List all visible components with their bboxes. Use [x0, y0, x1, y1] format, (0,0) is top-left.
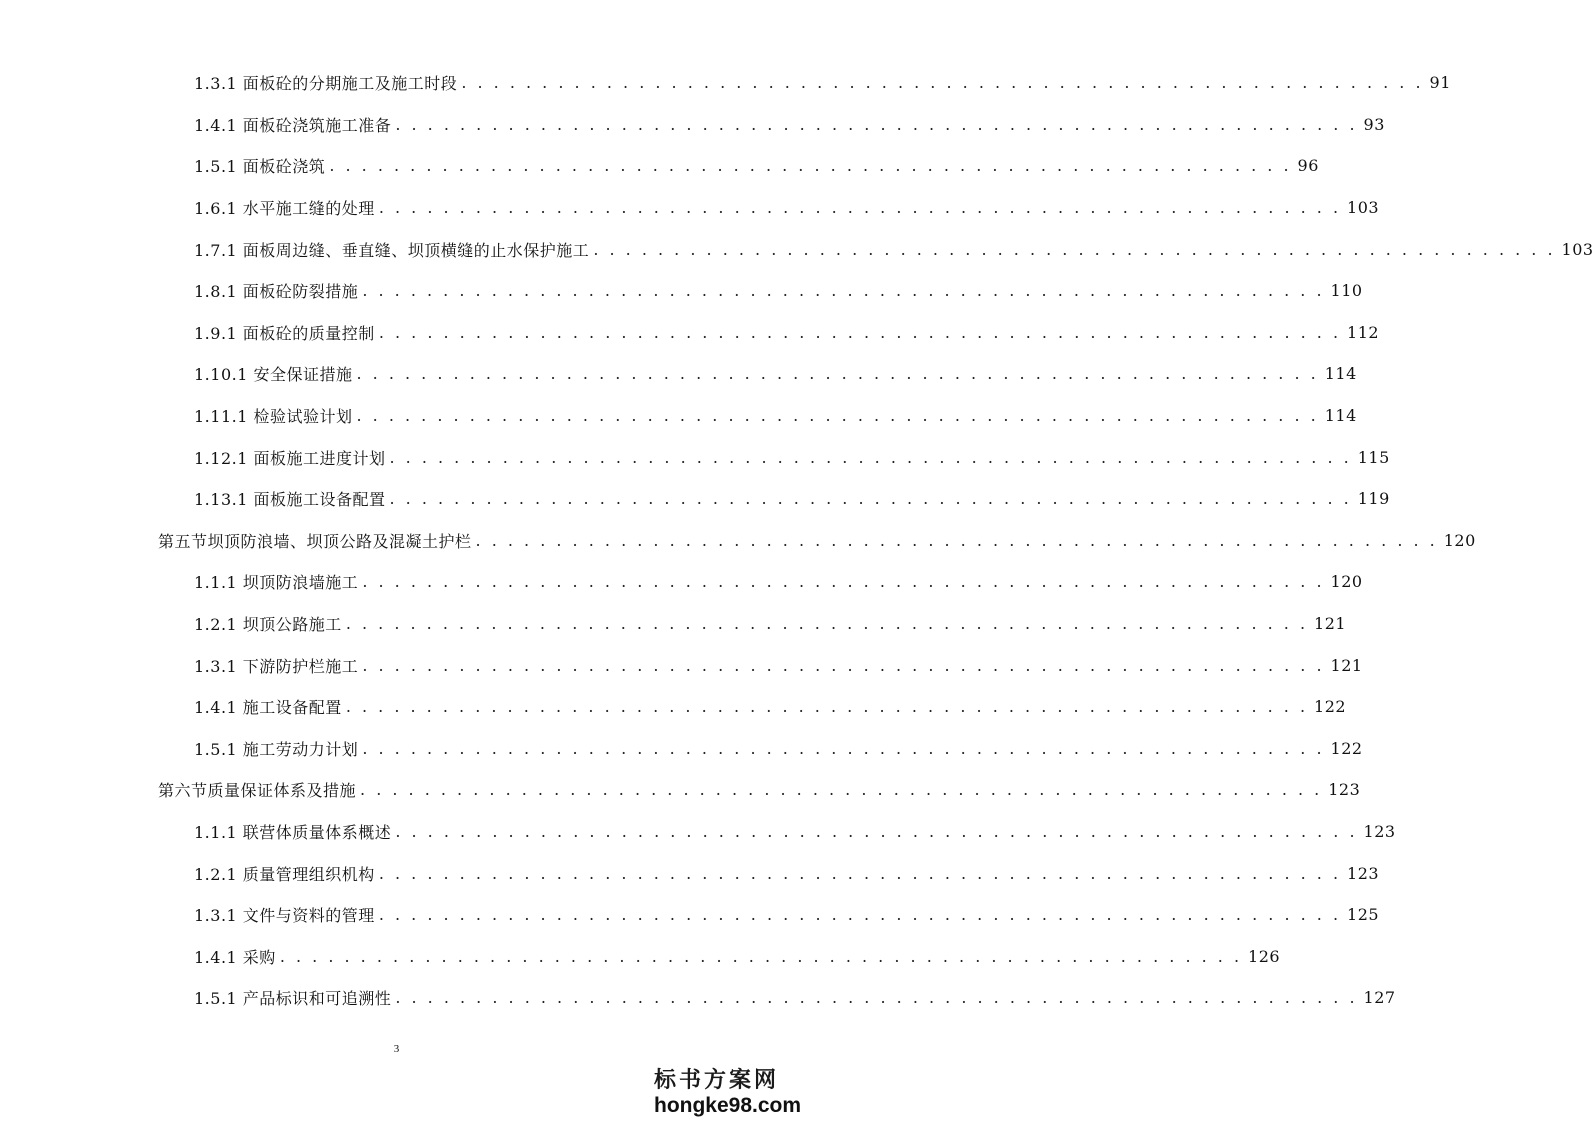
toc-entry-page: 110: [1330, 281, 1363, 301]
toc-leader-dots: . . . . . . . . . . . . . . . . . . . . . . . . . . . . . . . . . . . . . . . . . . . . . . . . . . . . . . . . . . . .: [378, 905, 1342, 925]
toc-leader-dots: . . . . . . . . . . . . . . . . . . . . . . . . . . . . . . . . . . . . . . . . . . . . . . . . . . . . . . . . . . . .: [461, 73, 1424, 93]
toc-entry[interactable]: [0, 187, 1380, 229]
toc-leader-dots: . . . . . . . . . . . . . . . . . . . . . . . . . . . . . . . . . . . . . . . . . . . . . . . . . . . . . . . . . . . .: [329, 156, 1292, 176]
toc-entry-page: 103: [1561, 239, 1594, 259]
toc-leader-dots: . . . . . . . . . . . . . . . . . . . . . . . . . . . . . . . . . . . . . . . . . . . . . . . . . . . . . . . . . . . .: [356, 406, 1319, 426]
watermark: [654, 1068, 802, 1117]
toc-leader-dots: . . . . . . . . . . . . . . . . . . . . . . . . . . . . . . . . . . . . . . . . . . . . . . . . . . . . . . . . . . . .: [279, 946, 1243, 966]
toc-entry-title: 1.3.1 下游防护栏施工: [194, 656, 359, 676]
toc-entry-page: 119: [1357, 489, 1390, 509]
toc-entry[interactable]: [0, 935, 1281, 977]
toc-entry-page: 122: [1314, 697, 1347, 717]
toc-entry-page: 123: [1347, 863, 1380, 883]
toc-entry-title: 1.5.1 施工劳动力计划: [194, 739, 359, 759]
toc-entry-title: 1.4.1 面板砼浇筑施工准备: [194, 115, 392, 135]
toc-entry-title: 第五节坝顶防浪墙、坝顶公路及混凝土护栏: [158, 531, 472, 551]
toc-entry-page: 91: [1429, 73, 1451, 93]
toc-entry-page: 122: [1330, 738, 1363, 758]
toc-entry[interactable]: [0, 353, 1357, 395]
toc-entry[interactable]: [0, 769, 1361, 811]
toc-entry[interactable]: [0, 811, 1396, 853]
toc-entry[interactable]: [0, 395, 1357, 437]
toc-entry-page: 125: [1347, 905, 1380, 925]
toc-leader-dots: . . . . . . . . . . . . . . . . . . . . . . . . . . . . . . . . . . . . . . . . . . . . . . . . . . . . . . . . . . . .: [395, 114, 1358, 134]
toc-entry[interactable]: [0, 520, 1476, 562]
toc-entry-page: 121: [1330, 655, 1363, 675]
toc-leader-dots: . . . . . . . . . . . . . . . . . . . . . . . . . . . . . . . . . . . . . . . . . . . . . . . . . . . . . . . . . . . .: [362, 572, 1325, 592]
toc-entry[interactable]: [0, 436, 1390, 478]
toc-entry[interactable]: [0, 478, 1390, 520]
toc-leader-dots: . . . . . . . . . . . . . . . . . . . . . . . . . . . . . . . . . . . . . . . . . . . . . . . . . . . . . . . . . . . .: [362, 281, 1325, 301]
toc-entry[interactable]: [0, 603, 1347, 645]
toc-entry[interactable]: [0, 977, 1396, 1019]
toc-entry-title: 1.5.1 面板砼浇筑: [194, 157, 326, 177]
toc-entry-title: 1.1.1 联营体质量体系概述: [194, 822, 392, 842]
toc-leader-dots: . . . . . . . . . . . . . . . . . . . . . . . . . . . . . . . . . . . . . . . . . . . . . . . . . . . . . . . . . . . .: [395, 988, 1358, 1008]
toc-entry[interactable]: [0, 62, 1451, 104]
toc-entry-page: 115: [1357, 447, 1390, 467]
toc-entry[interactable]: [0, 145, 1319, 187]
toc-entry[interactable]: [0, 270, 1363, 312]
toc-entry-title: 1.12.1 面板施工进度计划: [194, 448, 386, 468]
toc-entry-title: 1.13.1 面板施工设备配置: [194, 490, 386, 510]
toc-entry-page: 123: [1363, 821, 1396, 841]
toc-leader-dots: . . . . . . . . . . . . . . . . . . . . . . . . . . . . . . . . . . . . . . . . . . . . . . . . . . . . . . . . . . . .: [362, 655, 1325, 675]
toc-entry-page: 96: [1297, 156, 1319, 176]
toc-leader-dots: . . . . . . . . . . . . . . . . . . . . . . . . . . . . . . . . . . . . . . . . . . . . . . . . . . . . . . . . . . . .: [389, 489, 1352, 509]
toc-leader-dots: . . . . . . . . . . . . . . . . . . . . . . . . . . . . . . . . . . . . . . . . . . . . . . . . . . . . . . . . . . . .: [593, 239, 1556, 259]
toc-entry-page: 120: [1330, 572, 1363, 592]
toc-entry-page: 103: [1347, 198, 1380, 218]
toc-entry-title: 1.4.1 施工设备配置: [194, 698, 342, 718]
toc-leader-dots: . . . . . . . . . . . . . . . . . . . . . . . . . . . . . . . . . . . . . . . . . . . . . . . . . . . . . . . . . . . .: [475, 530, 1438, 550]
toc-entry-page: 121: [1314, 614, 1347, 634]
page-number: 3: [393, 1043, 400, 1055]
toc-entry-title: 1.3.1 文件与资料的管理: [194, 906, 375, 926]
toc-leader-dots: . . . . . . . . . . . . . . . . . . . . . . . . . . . . . . . . . . . . . . . . . . . . . . . . . . . . . . . . . . . .: [395, 821, 1358, 841]
toc-entry[interactable]: [0, 104, 1385, 146]
toc-entry[interactable]: [0, 686, 1347, 728]
toc-entry-title: 1.9.1 面板砼的质量控制: [194, 323, 375, 343]
toc-entry[interactable]: [0, 228, 1594, 270]
toc-entry[interactable]: [0, 728, 1363, 770]
toc-entry-page: 127: [1363, 988, 1396, 1008]
toc-leader-dots: . . . . . . . . . . . . . . . . . . . . . . . . . . . . . . . . . . . . . . . . . . . . . . . . . . . . . . . . . . . .: [360, 780, 1323, 800]
toc-entry-title: 1.7.1 面板周边缝、垂直缝、坝顶横缝的止水保护施工: [194, 240, 590, 260]
toc-entry-title: 1.4.1 采购: [194, 947, 276, 967]
watermark-title: 标书方案网: [654, 1068, 780, 1093]
toc-entry-page: 114: [1324, 364, 1357, 384]
toc-entry-title: 1.11.1 检验试验计划: [194, 407, 353, 427]
toc-entry-page: 120: [1443, 530, 1476, 550]
toc-entry[interactable]: [0, 561, 1363, 603]
toc-entry[interactable]: [0, 852, 1380, 894]
table-of-contents: [0, 62, 1594, 1019]
toc-leader-dots: . . . . . . . . . . . . . . . . . . . . . . . . . . . . . . . . . . . . . . . . . . . . . . . . . . . . . . . . . . . .: [378, 322, 1342, 342]
toc-entry-page: 114: [1324, 406, 1357, 426]
toc-entry-title: 1.2.1 质量管理组织机构: [194, 864, 375, 884]
toc-leader-dots: . . . . . . . . . . . . . . . . . . . . . . . . . . . . . . . . . . . . . . . . . . . . . . . . . . . . . . . . . . . .: [378, 863, 1342, 883]
toc-leader-dots: . . . . . . . . . . . . . . . . . . . . . . . . . . . . . . . . . . . . . . . . . . . . . . . . . . . . . . . . . . . .: [389, 447, 1352, 467]
toc-leader-dots: . . . . . . . . . . . . . . . . . . . . . . . . . . . . . . . . . . . . . . . . . . . . . . . . . . . . . . . . . . . .: [362, 738, 1325, 758]
toc-entry-page: 93: [1363, 114, 1385, 134]
watermark-domain: hongke98.com: [654, 1094, 802, 1117]
toc-entry-page: 112: [1347, 322, 1380, 342]
toc-entry-page: 123: [1328, 780, 1361, 800]
toc-entry-title: 第六节质量保证体系及措施: [158, 781, 357, 801]
toc-entry[interactable]: [0, 312, 1380, 354]
toc-entry-title: 1.1.1 坝顶防浪墙施工: [194, 573, 359, 593]
toc-entry-title: 1.8.1 面板砼防裂措施: [194, 282, 359, 302]
toc-entry-title: 1.3.1 面板砼的分期施工及施工时段: [194, 74, 458, 94]
toc-leader-dots: . . . . . . . . . . . . . . . . . . . . . . . . . . . . . . . . . . . . . . . . . . . . . . . . . . . . . . . . . . . .: [345, 614, 1309, 634]
toc-leader-dots: . . . . . . . . . . . . . . . . . . . . . . . . . . . . . . . . . . . . . . . . . . . . . . . . . . . . . . . . . . . .: [378, 198, 1342, 218]
toc-leader-dots: . . . . . . . . . . . . . . . . . . . . . . . . . . . . . . . . . . . . . . . . . . . . . . . . . . . . . . . . . . . .: [345, 697, 1309, 717]
toc-leader-dots: . . . . . . . . . . . . . . . . . . . . . . . . . . . . . . . . . . . . . . . . . . . . . . . . . . . . . . . . . . . .: [356, 364, 1319, 384]
toc-entry[interactable]: [0, 644, 1363, 686]
toc-entry-title: 1.5.1 产品标识和可追溯性: [194, 989, 392, 1009]
toc-entry-title: 1.10.1 安全保证措施: [194, 365, 353, 385]
toc-entry-title: 1.6.1 水平施工缝的处理: [194, 199, 375, 219]
toc-entry-title: 1.2.1 坝顶公路施工: [194, 615, 342, 635]
toc-entry-page: 126: [1248, 946, 1281, 966]
toc-entry[interactable]: [0, 894, 1380, 936]
